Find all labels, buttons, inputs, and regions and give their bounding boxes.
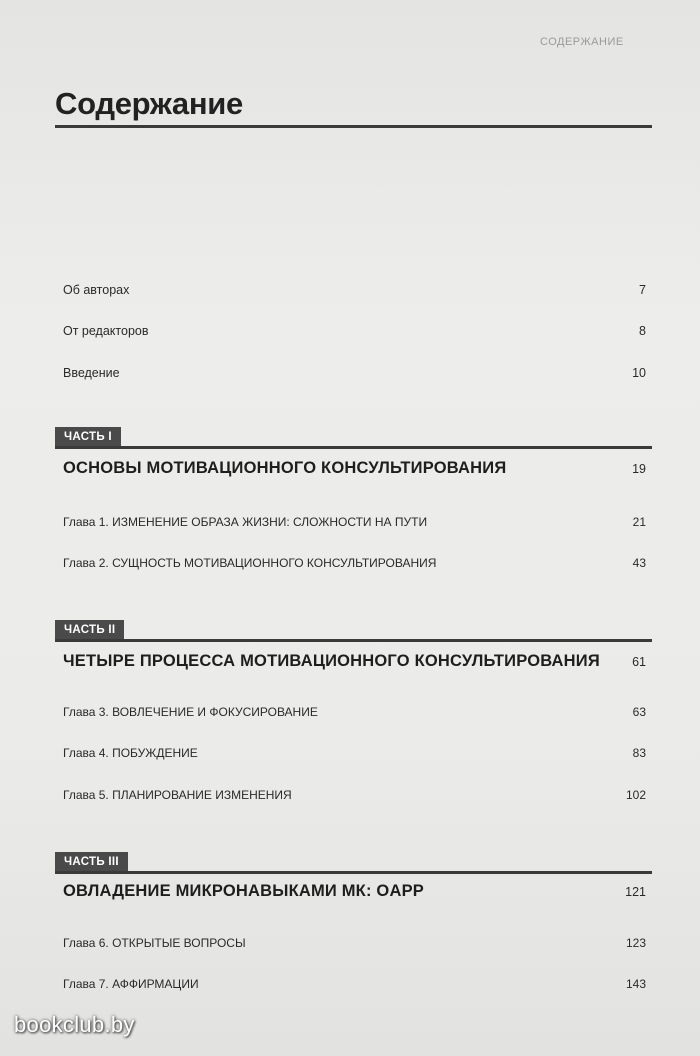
part-title: ЧЕТЫРЕ ПРОЦЕССА МОТИВАЦИОННОГО КОНСУЛЬТИРОВАНИЯ: [63, 652, 600, 670]
part-title: ОВЛАДЕНИЕ МИКРОНАВЫКАМИ МК: OAPP: [63, 882, 424, 900]
toc-chapter-6[interactable]: [63, 936, 646, 950]
part-page: 19: [632, 462, 646, 476]
chapter-page: 102: [625, 788, 646, 802]
toc-entry-label: Об авторах: [63, 283, 130, 297]
chapter-label: Глава 3. ВОВЛЕЧЕНИЕ И ФОКУСИРОВАНИЕ: [63, 705, 318, 719]
toc-entry-introduction[interactable]: [63, 366, 646, 380]
chapter-page: 43: [632, 556, 646, 570]
part-page: 61: [632, 655, 646, 669]
toc-chapter-1[interactable]: [63, 515, 646, 529]
part-label-1: ЧАСТЬ I: [55, 427, 121, 447]
toc-entry-editors[interactable]: [63, 324, 646, 338]
page-title: Содержание: [55, 86, 243, 121]
running-head: СОДЕРЖАНИЕ: [540, 36, 624, 48]
toc-entry-page: 10: [632, 366, 646, 380]
toc-chapter-7[interactable]: [63, 977, 646, 991]
chapter-page: 21: [632, 515, 646, 529]
part-page: 121: [625, 885, 646, 899]
chapter-label: Глава 4. ПОБУЖДЕНИЕ: [63, 746, 198, 760]
chapter-page: 63: [632, 705, 646, 719]
toc-entry-label: Введение: [63, 366, 120, 380]
chapter-page: 83: [632, 746, 646, 760]
toc-entry-label: От редакторов: [63, 324, 149, 338]
part-label-2: ЧАСТЬ II: [55, 620, 124, 640]
toc-entry-authors[interactable]: [63, 283, 646, 297]
watermark: bookclub.by: [14, 1012, 135, 1037]
chapter-label: Глава 6. ОТКРЫТЫЕ ВОПРОСЫ: [63, 936, 246, 950]
toc-entry-page: 7: [639, 283, 646, 297]
part-1-heading[interactable]: [63, 459, 646, 478]
part-label-3: ЧАСТЬ III: [55, 852, 128, 872]
chapter-page: 123: [625, 936, 646, 950]
part-rule-3: [55, 871, 652, 874]
toc-chapter-5[interactable]: [63, 788, 646, 802]
chapter-label: Глава 7. АФФИРМАЦИИ: [63, 977, 199, 991]
toc-chapter-3[interactable]: [63, 705, 646, 719]
part-2-heading[interactable]: [63, 652, 646, 671]
chapter-label: Глава 1. ИЗМЕНЕНИЕ ОБРАЗА ЖИЗНИ: СЛОЖНОСТИ НА ПУТИ: [63, 515, 428, 529]
chapter-page: 143: [625, 977, 646, 991]
part-rule-2: [55, 639, 652, 642]
part-title: ОСНОВЫ МОТИВАЦИОННОГО КОНСУЛЬТИРОВАНИЯ: [63, 459, 507, 477]
toc-entry-page: 8: [639, 324, 646, 338]
toc-chapter-4[interactable]: [63, 746, 646, 760]
chapter-label: Глава 5. ПЛАНИРОВАНИЕ ИЗМЕНЕНИЯ: [63, 788, 292, 802]
part-rule-1: [55, 446, 652, 449]
toc-chapter-2[interactable]: [63, 556, 646, 570]
part-3-heading[interactable]: [63, 882, 646, 901]
chapter-label: Глава 2. СУЩНОСТЬ МОТИВАЦИОННОГО КОНСУЛЬТИРОВАНИЯ: [63, 556, 437, 570]
title-rule: [55, 125, 652, 128]
